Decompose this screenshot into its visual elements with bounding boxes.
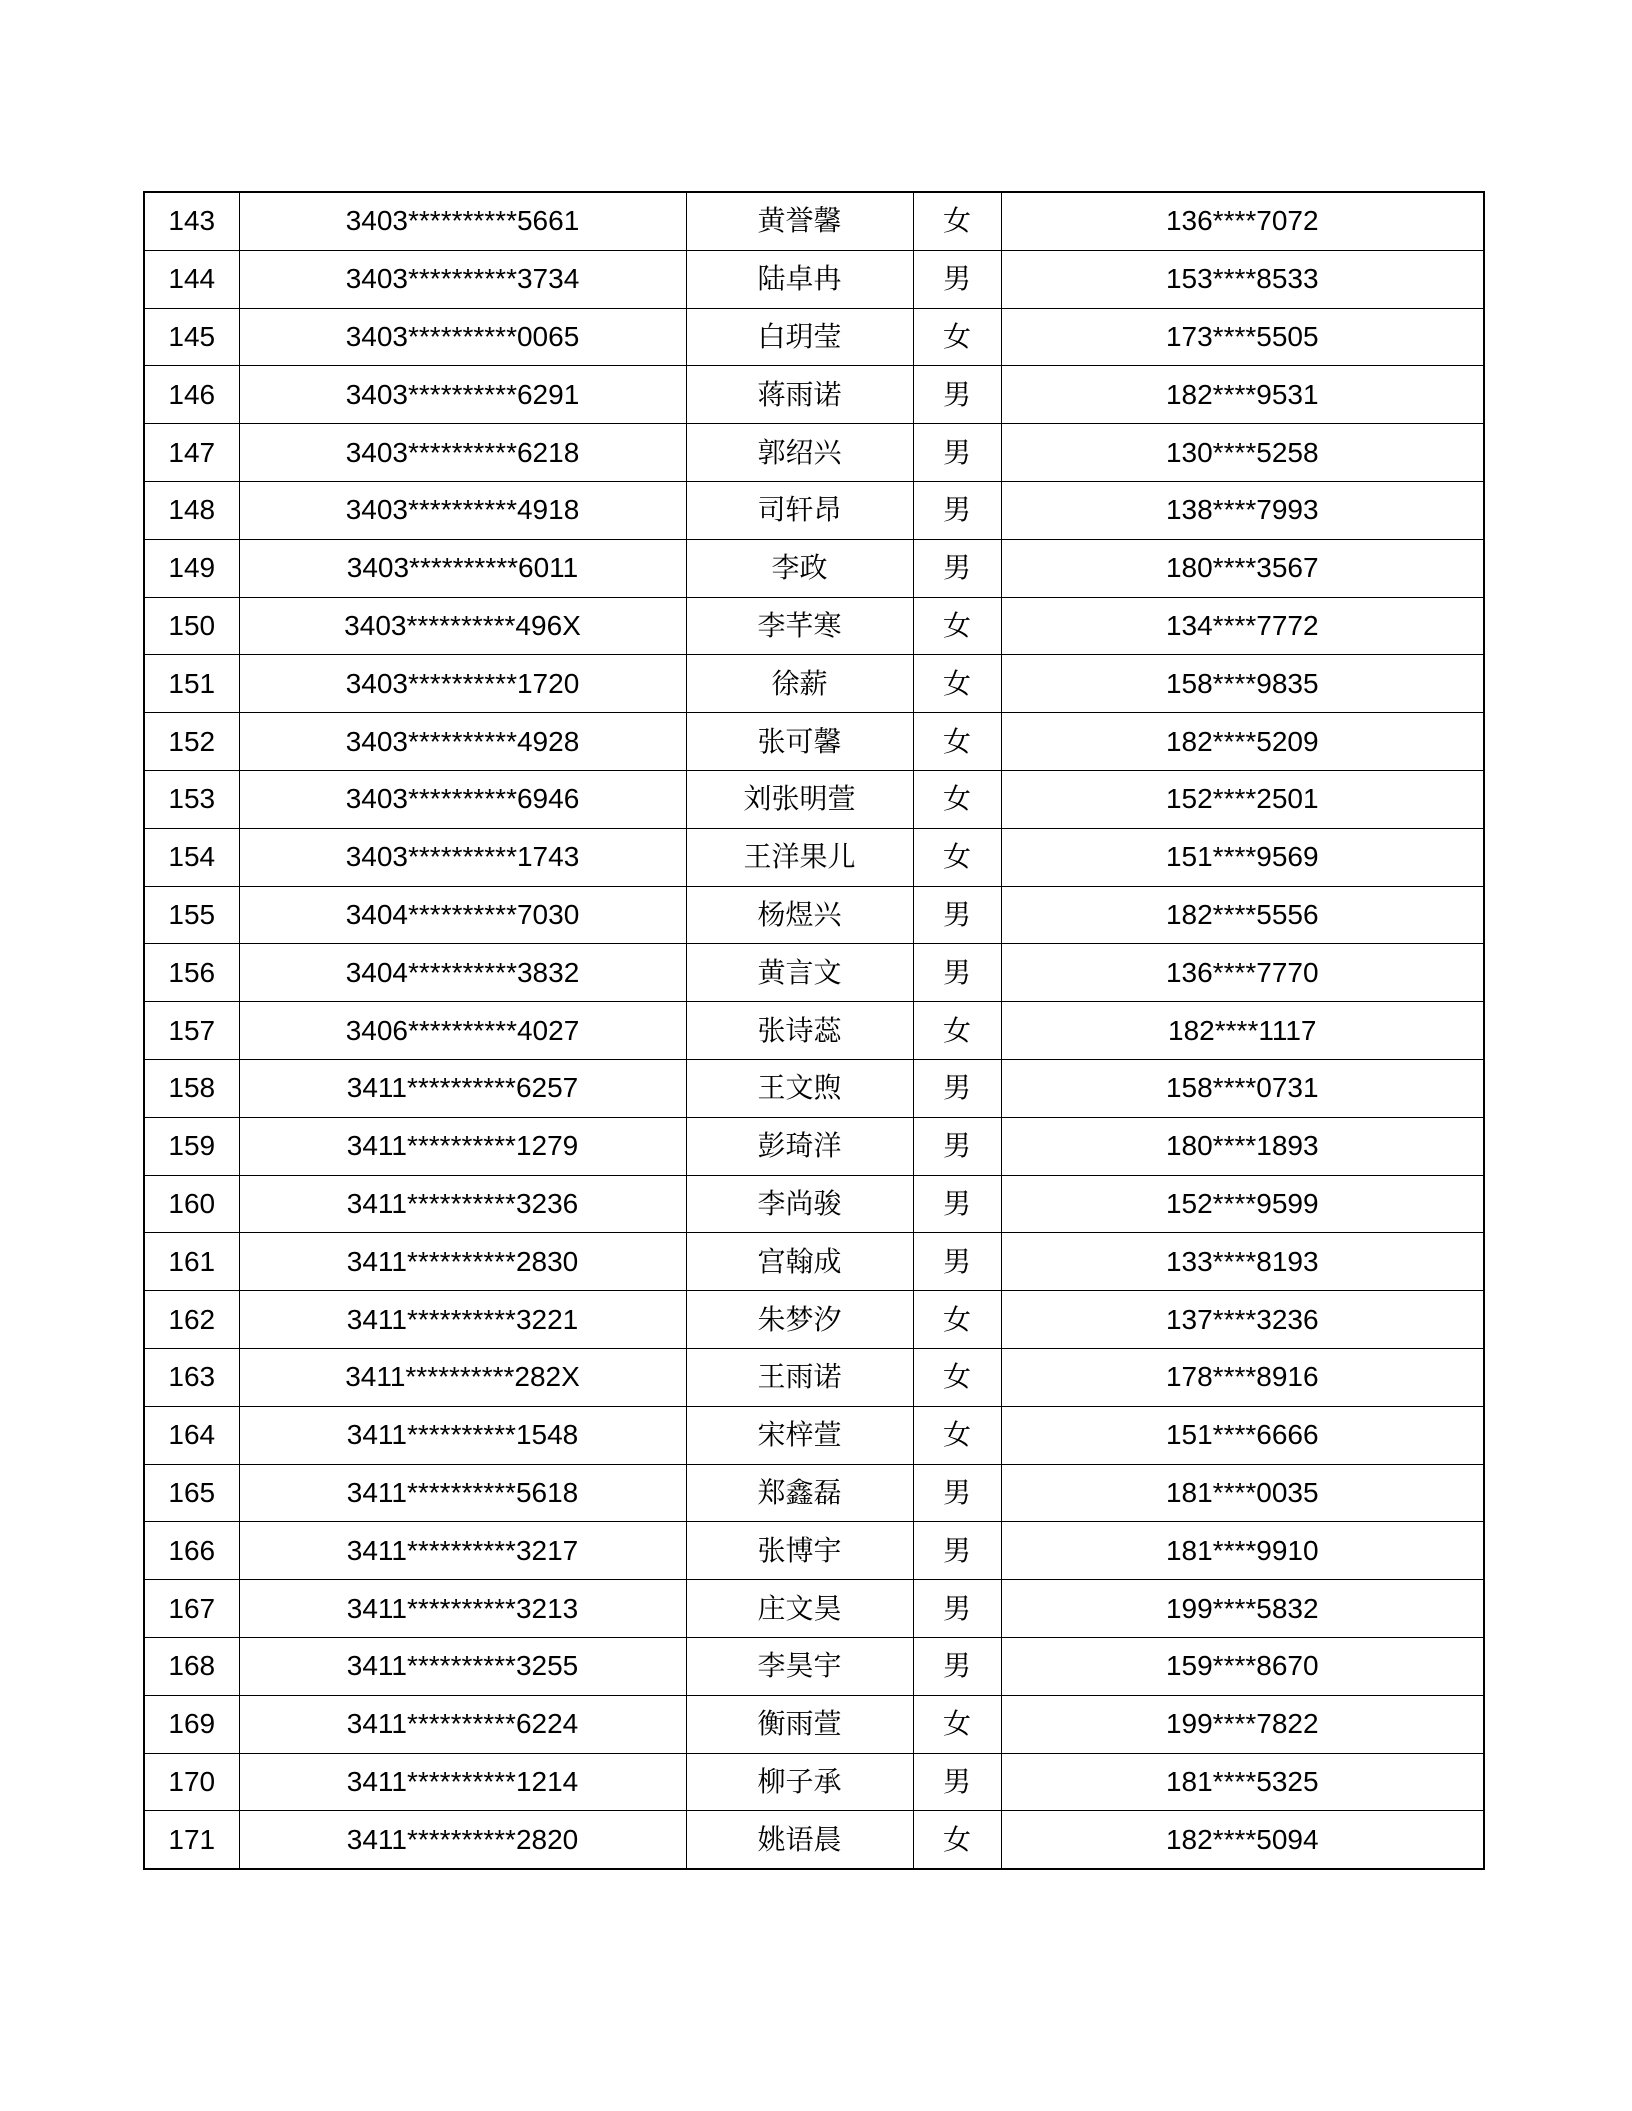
gender-cell: 女 [913, 713, 1001, 771]
phone-cell: 180****3567 [1001, 539, 1484, 597]
table-row [144, 1522, 1484, 1580]
table-row [144, 1753, 1484, 1811]
phone-cell: 181****0035 [1001, 1464, 1484, 1522]
row-number-cell: 150 [144, 597, 239, 655]
name-cell: 张诗蕊 [686, 1002, 913, 1060]
name-cell: 刘张明萱 [686, 770, 913, 828]
table-row [144, 192, 1484, 250]
name-cell: 郑鑫磊 [686, 1464, 913, 1522]
gender-cell: 女 [913, 1002, 1001, 1060]
id-number-cell: 3403**********496X [239, 597, 686, 655]
roster-table-body [144, 192, 1484, 1869]
table-row [144, 308, 1484, 366]
row-number-cell: 160 [144, 1175, 239, 1233]
id-number-cell: 3404**********7030 [239, 886, 686, 944]
gender-cell: 男 [913, 886, 1001, 944]
table-row [144, 1175, 1484, 1233]
phone-cell: 136****7770 [1001, 944, 1484, 1002]
table-row [144, 944, 1484, 1002]
phone-cell: 199****7822 [1001, 1695, 1484, 1753]
table-row [144, 1637, 1484, 1695]
table-row [144, 770, 1484, 828]
row-number-cell: 158 [144, 1059, 239, 1117]
phone-cell: 180****1893 [1001, 1117, 1484, 1175]
phone-cell: 182****5556 [1001, 886, 1484, 944]
gender-cell: 男 [913, 1522, 1001, 1580]
gender-cell: 女 [913, 1291, 1001, 1349]
row-number-cell: 159 [144, 1117, 239, 1175]
gender-cell: 男 [913, 424, 1001, 482]
table-row [144, 1117, 1484, 1175]
name-cell: 衡雨萱 [686, 1695, 913, 1753]
row-number-cell: 162 [144, 1291, 239, 1349]
phone-cell: 178****8916 [1001, 1348, 1484, 1406]
name-cell: 陆卓冉 [686, 250, 913, 308]
row-number-cell: 167 [144, 1580, 239, 1638]
row-number-cell: 153 [144, 770, 239, 828]
row-number-cell: 145 [144, 308, 239, 366]
name-cell: 姚语晨 [686, 1811, 913, 1869]
phone-cell: 134****7772 [1001, 597, 1484, 655]
row-number-cell: 154 [144, 828, 239, 886]
table-row [144, 1811, 1484, 1869]
gender-cell: 男 [913, 1175, 1001, 1233]
gender-cell: 女 [913, 1695, 1001, 1753]
phone-cell: 152****2501 [1001, 770, 1484, 828]
table-row [144, 539, 1484, 597]
gender-cell: 女 [913, 828, 1001, 886]
id-number-cell: 3403**********1720 [239, 655, 686, 713]
row-number-cell: 171 [144, 1811, 239, 1869]
name-cell: 朱梦汐 [686, 1291, 913, 1349]
id-number-cell: 3411**********1548 [239, 1406, 686, 1464]
gender-cell: 女 [913, 1811, 1001, 1869]
id-number-cell: 3403**********4928 [239, 713, 686, 771]
gender-cell: 女 [913, 1348, 1001, 1406]
id-number-cell: 3403**********3734 [239, 250, 686, 308]
name-cell: 李尚骏 [686, 1175, 913, 1233]
phone-cell: 182****5209 [1001, 713, 1484, 771]
id-number-cell: 3411**********3213 [239, 1580, 686, 1638]
gender-cell: 男 [913, 1637, 1001, 1695]
gender-cell: 女 [913, 1406, 1001, 1464]
name-cell: 蒋雨诺 [686, 366, 913, 424]
gender-cell: 女 [913, 655, 1001, 713]
table-row [144, 597, 1484, 655]
gender-cell: 女 [913, 308, 1001, 366]
row-number-cell: 143 [144, 192, 239, 250]
gender-cell: 男 [913, 1117, 1001, 1175]
roster-table [143, 191, 1485, 1870]
table-row [144, 1059, 1484, 1117]
id-number-cell: 3411**********3221 [239, 1291, 686, 1349]
table-row [144, 886, 1484, 944]
gender-cell: 男 [913, 1233, 1001, 1291]
id-number-cell: 3411**********6257 [239, 1059, 686, 1117]
phone-cell: 151****6666 [1001, 1406, 1484, 1464]
name-cell: 王文煦 [686, 1059, 913, 1117]
phone-cell: 173****5505 [1001, 308, 1484, 366]
phone-cell: 158****9835 [1001, 655, 1484, 713]
row-number-cell: 163 [144, 1348, 239, 1406]
table-row [144, 250, 1484, 308]
name-cell: 王雨诺 [686, 1348, 913, 1406]
table-row [144, 1406, 1484, 1464]
table-row [144, 1348, 1484, 1406]
gender-cell: 男 [913, 1580, 1001, 1638]
phone-cell: 181****9910 [1001, 1522, 1484, 1580]
table-row [144, 1580, 1484, 1638]
id-number-cell: 3411**********2820 [239, 1811, 686, 1869]
name-cell: 徐薪 [686, 655, 913, 713]
id-number-cell: 3403**********1743 [239, 828, 686, 886]
gender-cell: 男 [913, 1753, 1001, 1811]
id-number-cell: 3404**********3832 [239, 944, 686, 1002]
table-row [144, 1002, 1484, 1060]
phone-cell: 137****3236 [1001, 1291, 1484, 1349]
gender-cell: 男 [913, 1059, 1001, 1117]
id-number-cell: 3403**********4918 [239, 481, 686, 539]
id-number-cell: 3411**********282X [239, 1348, 686, 1406]
row-number-cell: 168 [144, 1637, 239, 1695]
phone-cell: 199****5832 [1001, 1580, 1484, 1638]
row-number-cell: 151 [144, 655, 239, 713]
table-row [144, 713, 1484, 771]
gender-cell: 女 [913, 597, 1001, 655]
id-number-cell: 3411**********2830 [239, 1233, 686, 1291]
name-cell: 司轩昂 [686, 481, 913, 539]
id-number-cell: 3411**********3217 [239, 1522, 686, 1580]
name-cell: 白玥莹 [686, 308, 913, 366]
phone-cell: 182****5094 [1001, 1811, 1484, 1869]
name-cell: 李昊宇 [686, 1637, 913, 1695]
row-number-cell: 164 [144, 1406, 239, 1464]
name-cell: 黄誉馨 [686, 192, 913, 250]
gender-cell: 男 [913, 1464, 1001, 1522]
phone-cell: 130****5258 [1001, 424, 1484, 482]
name-cell: 彭琦洋 [686, 1117, 913, 1175]
id-number-cell: 3403**********0065 [239, 308, 686, 366]
table-row [144, 1464, 1484, 1522]
gender-cell: 男 [913, 250, 1001, 308]
id-number-cell: 3411**********3255 [239, 1637, 686, 1695]
phone-cell: 182****9531 [1001, 366, 1484, 424]
name-cell: 杨煜兴 [686, 886, 913, 944]
row-number-cell: 155 [144, 886, 239, 944]
table-row [144, 366, 1484, 424]
phone-cell: 153****8533 [1001, 250, 1484, 308]
name-cell: 庄文昊 [686, 1580, 913, 1638]
id-number-cell: 3403**********6946 [239, 770, 686, 828]
table-row [144, 481, 1484, 539]
id-number-cell: 3403**********5661 [239, 192, 686, 250]
gender-cell: 男 [913, 481, 1001, 539]
phone-cell: 138****7993 [1001, 481, 1484, 539]
phone-cell: 151****9569 [1001, 828, 1484, 886]
row-number-cell: 149 [144, 539, 239, 597]
table-row [144, 1291, 1484, 1349]
row-number-cell: 161 [144, 1233, 239, 1291]
name-cell: 宋梓萱 [686, 1406, 913, 1464]
phone-cell: 181****5325 [1001, 1753, 1484, 1811]
phone-cell: 182****1117 [1001, 1002, 1484, 1060]
gender-cell: 男 [913, 944, 1001, 1002]
row-number-cell: 146 [144, 366, 239, 424]
phone-cell: 136****7072 [1001, 192, 1484, 250]
row-number-cell: 156 [144, 944, 239, 1002]
gender-cell: 男 [913, 539, 1001, 597]
row-number-cell: 170 [144, 1753, 239, 1811]
row-number-cell: 165 [144, 1464, 239, 1522]
name-cell: 李芊寒 [686, 597, 913, 655]
id-number-cell: 3406**********4027 [239, 1002, 686, 1060]
table-row [144, 1233, 1484, 1291]
phone-cell: 158****0731 [1001, 1059, 1484, 1117]
id-number-cell: 3403**********6291 [239, 366, 686, 424]
row-number-cell: 144 [144, 250, 239, 308]
name-cell: 王洋果儿 [686, 828, 913, 886]
table-row [144, 424, 1484, 482]
row-number-cell: 152 [144, 713, 239, 771]
table-row [144, 828, 1484, 886]
name-cell: 郭绍兴 [686, 424, 913, 482]
id-number-cell: 3403**********6218 [239, 424, 686, 482]
table-row [144, 1695, 1484, 1753]
id-number-cell: 3411**********6224 [239, 1695, 686, 1753]
name-cell: 黄言文 [686, 944, 913, 1002]
phone-cell: 133****8193 [1001, 1233, 1484, 1291]
row-number-cell: 148 [144, 481, 239, 539]
id-number-cell: 3411**********5618 [239, 1464, 686, 1522]
id-number-cell: 3403**********6011 [239, 539, 686, 597]
name-cell: 柳子承 [686, 1753, 913, 1811]
id-number-cell: 3411**********1279 [239, 1117, 686, 1175]
id-number-cell: 3411**********1214 [239, 1753, 686, 1811]
name-cell: 张可馨 [686, 713, 913, 771]
name-cell: 张博宇 [686, 1522, 913, 1580]
gender-cell: 女 [913, 192, 1001, 250]
name-cell: 宫翰成 [686, 1233, 913, 1291]
id-number-cell: 3411**********3236 [239, 1175, 686, 1233]
row-number-cell: 147 [144, 424, 239, 482]
row-number-cell: 169 [144, 1695, 239, 1753]
row-number-cell: 166 [144, 1522, 239, 1580]
row-number-cell: 157 [144, 1002, 239, 1060]
gender-cell: 男 [913, 366, 1001, 424]
name-cell: 李政 [686, 539, 913, 597]
phone-cell: 152****9599 [1001, 1175, 1484, 1233]
phone-cell: 159****8670 [1001, 1637, 1484, 1695]
gender-cell: 女 [913, 770, 1001, 828]
table-row [144, 655, 1484, 713]
